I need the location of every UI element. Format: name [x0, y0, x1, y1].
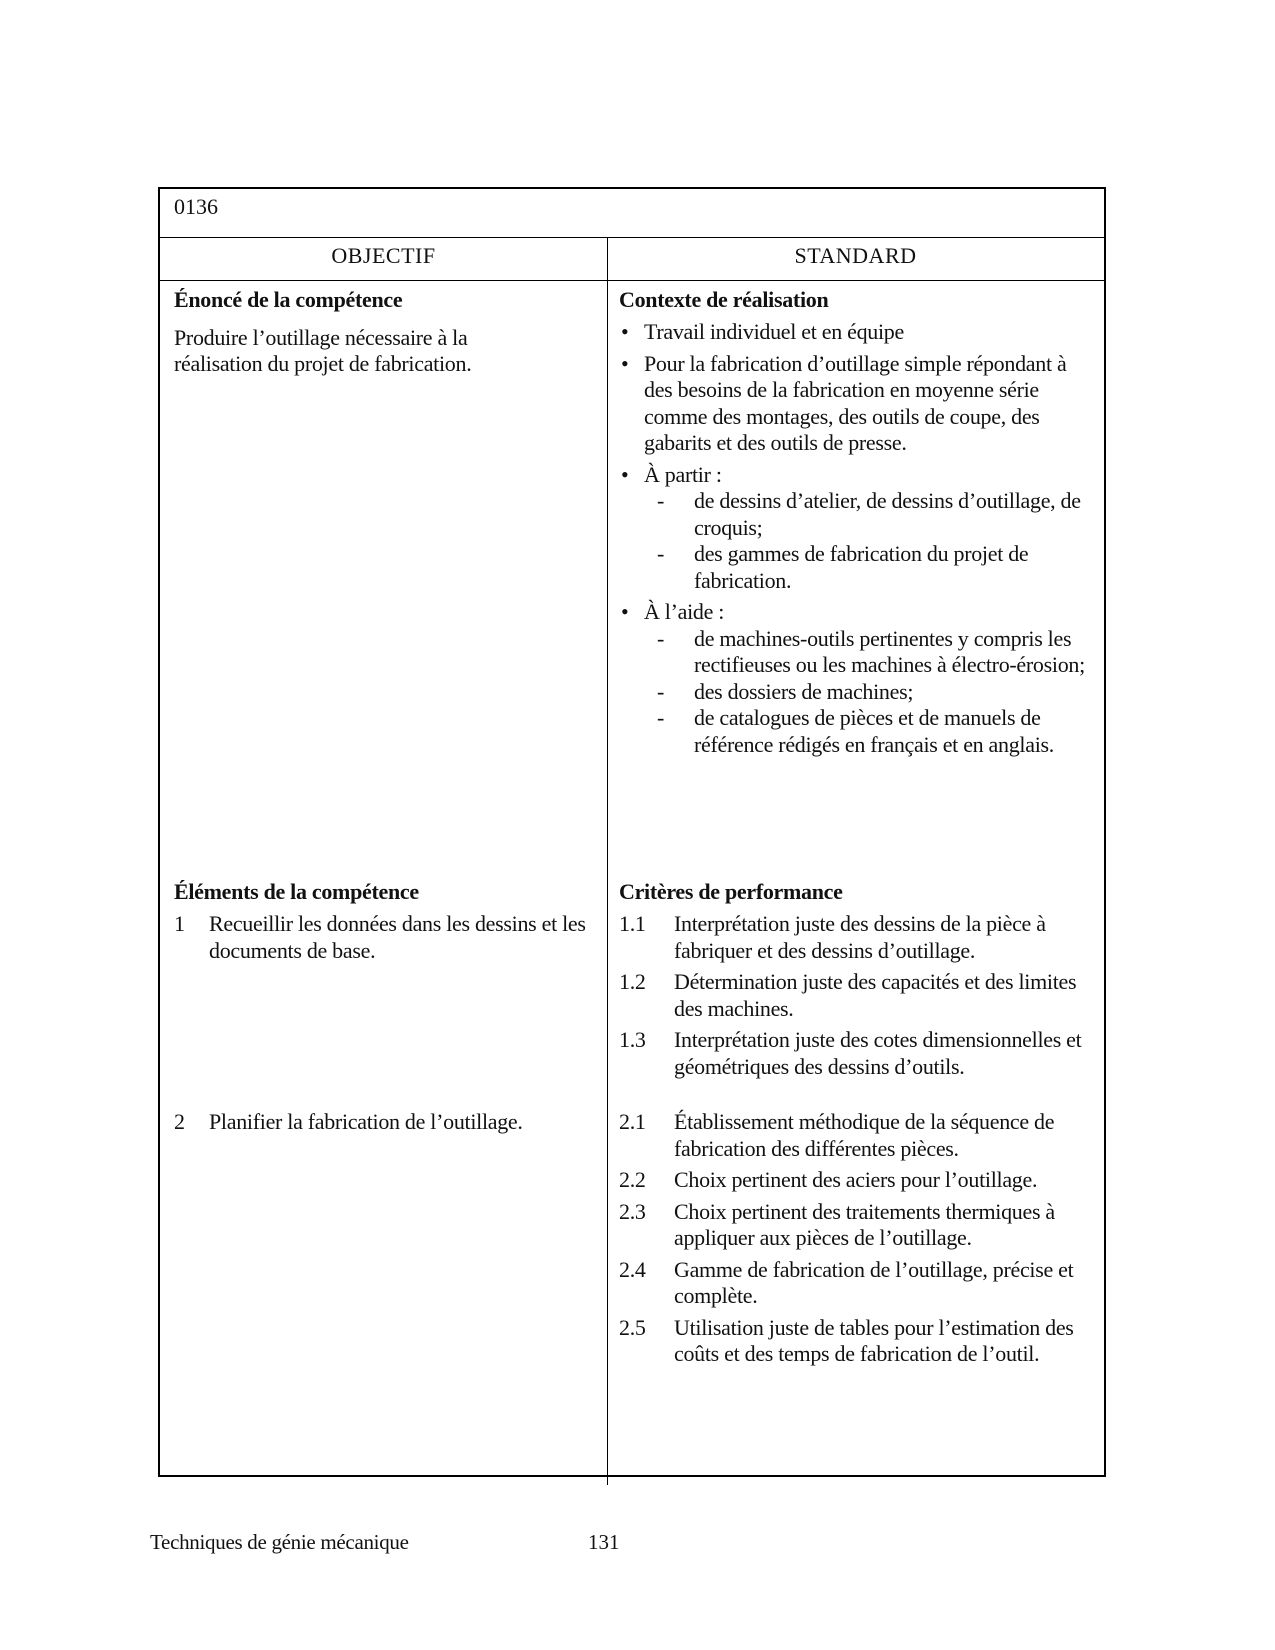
- divider: [160, 237, 1104, 238]
- footer-program-title: Techniques de génie mécanique: [150, 1530, 409, 1554]
- list-item: • Pour la fabrication d’outillage simple répondant à des besoins de la fabrication en moyenne série comme des montages, des outils de coupe, des gabarits et des outils de presse.: [621, 350, 1067, 455]
- elements-title: Éléments de la compétence: [174, 879, 419, 904]
- dash-icon: -: [657, 678, 665, 704]
- criterion-number: 1.3: [619, 1027, 646, 1052]
- divider: [160, 280, 1104, 281]
- criterion-text: Interprétation juste des cotes dimensionnelles et géométriques des dessins d’outils.: [674, 1027, 1082, 1079]
- contexte-title: Contexte de réalisation: [619, 287, 829, 312]
- sub-list-item: - de dessins d’atelier, de dessins d’outillage, de croquis;: [657, 488, 1081, 540]
- enonce-title: Énoncé de la compétence: [174, 287, 403, 312]
- sub-list-item: - des dossiers de machines;: [657, 678, 914, 704]
- competency-code: 0136: [174, 194, 218, 219]
- enonce-text: Produire l’outillage nécessaire à la réalisation du projet de fabrication.: [174, 325, 472, 376]
- criterion-number: 2.5: [619, 1314, 646, 1340]
- criterion-item: [619, 969, 1089, 1022]
- column-header-objectif: OBJECTIF: [331, 243, 436, 268]
- bullet-icon: •: [621, 350, 629, 376]
- criterion-item: [619, 1199, 1089, 1252]
- competency-table: [158, 187, 1106, 1477]
- element-number: 1: [174, 911, 185, 936]
- criterion-item: [619, 1315, 1089, 1368]
- sub-list-item: - de machines-outils pertinentes y compris les rectifieuses ou les machines à électro-érosion;: [657, 625, 1085, 677]
- criterion-text: Choix pertinent des traitements thermiques à appliquer aux pièces de l’outillage.: [674, 1198, 1055, 1250]
- criterion-item: [619, 1109, 1089, 1162]
- sub-list-item: - des gammes de fabrication du projet de fabrication.: [657, 541, 1029, 593]
- list-item: • À l’aide : - de machines-outils pertinentes y compris les rectifieuses ou les machines à électro-érosion; - des dossiers de machines; - de catalogues de pièces et de manuels de référence rédigés en français et en anglais.: [619, 599, 1089, 758]
- bullet-icon: •: [621, 599, 629, 624]
- column-header-standard: STANDARD: [794, 243, 917, 268]
- list-item: • Travail individuel et en équipe: [621, 319, 904, 344]
- criteres-title: Critères de performance: [619, 879, 843, 904]
- criterion-number: 2.4: [619, 1256, 646, 1282]
- criteres-group-2: [619, 1109, 1089, 1373]
- element-text: Recueillir les données dans les dessins et les documents de base.: [209, 911, 586, 963]
- sub-list: [619, 488, 1089, 594]
- sub-list-item: - de catalogues de pièces et de manuels de référence rédigés en français et en anglais.: [657, 705, 1054, 757]
- criterion-text: Établissement méthodique de la séquence de fabrication des différentes pièces.: [674, 1109, 1055, 1161]
- criterion-text: Choix pertinent des aciers pour l’outillage.: [674, 1167, 1038, 1192]
- criterion-text: Utilisation juste de tables pour l’estimation des coûts et des temps de fabrication de l’outil.: [674, 1314, 1074, 1366]
- criterion-number: 2.1: [619, 1109, 646, 1134]
- sub-list: [619, 626, 1089, 759]
- dash-icon: -: [657, 625, 665, 651]
- criterion-number: 1.1: [619, 911, 646, 936]
- criterion-item: [619, 1027, 1089, 1080]
- criterion-item: [619, 1167, 1089, 1194]
- criterion-text: Interprétation juste des dessins de la pièce à fabriquer et des dessins d’outillage.: [674, 911, 1046, 963]
- criterion-text: Gamme de fabrication de l’outillage, précise et complète.: [674, 1256, 1074, 1308]
- column-divider: [607, 237, 608, 1485]
- page-number: 131: [588, 1530, 620, 1554]
- element-number: 2: [174, 1109, 185, 1134]
- criterion-number: 2.3: [619, 1198, 646, 1224]
- element-text: Planifier la fabrication de l’outillage.: [209, 1109, 523, 1134]
- bullet-icon: •: [621, 319, 629, 344]
- criteres-group-1: [619, 911, 1089, 1085]
- criterion-text: Détermination juste des capacités et des limites des machines.: [674, 969, 1077, 1021]
- dash-icon: -: [657, 541, 665, 566]
- contexte-list: [619, 319, 1089, 763]
- list-item: • À partir : - de dessins d’atelier, de dessins d’outillage, de croquis; - des gammes de fabrication du projet de fabrication.: [619, 462, 1089, 595]
- criterion-number: 2.2: [619, 1167, 646, 1192]
- dash-icon: -: [657, 488, 665, 513]
- element-item: [174, 911, 594, 964]
- criterion-item: [619, 1257, 1089, 1310]
- element-item: [174, 1109, 594, 1136]
- dash-icon: -: [657, 705, 665, 730]
- criterion-number: 1.2: [619, 969, 646, 994]
- criterion-item: [619, 911, 1089, 964]
- bullet-icon: •: [621, 461, 629, 487]
